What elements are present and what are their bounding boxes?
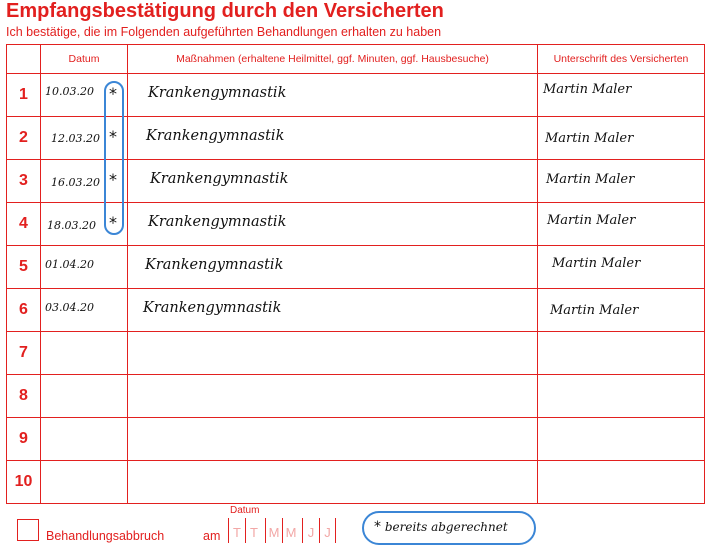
form-subtitle: Ich bestätige, die im Folgenden aufgeführten Behandlungen erhalten zu haben <box>6 25 442 39</box>
measure-cell[interactable] <box>128 117 538 160</box>
date-cell[interactable] <box>41 375 128 418</box>
signature-header: Unterschrift des Versicherten <box>538 45 705 74</box>
row-number: 2 <box>7 117 41 160</box>
row-number: 6 <box>7 289 41 332</box>
signature-cell[interactable] <box>538 289 705 332</box>
date-cell[interactable] <box>41 418 128 461</box>
signature-cell[interactable] <box>538 246 705 289</box>
measure-cell[interactable] <box>128 418 538 461</box>
signature-cell[interactable] <box>538 418 705 461</box>
date-cell[interactable] <box>41 461 128 504</box>
measures-header: Maßnahmen (erhaltene Heilmittel, ggf. Minuten, ggf. Hausbesuche) <box>128 45 538 74</box>
table-row <box>7 375 705 418</box>
signature-cell[interactable] <box>538 461 705 504</box>
signature-value: Martin Maler <box>547 213 636 228</box>
date-value: 10.03.20 <box>45 85 94 98</box>
date-digit-box[interactable]: M <box>282 518 299 543</box>
signature-value: Martin Maler <box>545 131 634 146</box>
form-title: Empfangsbestätigung durch den Versicherten <box>6 0 444 22</box>
asterisk-marker: * <box>109 170 117 189</box>
signature-cell[interactable] <box>538 375 705 418</box>
abbruch-label: Behandlungsabbruch <box>46 529 165 543</box>
table-row <box>7 461 705 504</box>
table-row <box>7 246 705 289</box>
date-digit-box[interactable]: T <box>228 518 245 543</box>
date-label: Datum <box>230 505 260 516</box>
number-header <box>7 45 41 74</box>
signature-value: Martin Maler <box>550 303 639 318</box>
measure-cell[interactable] <box>128 74 538 117</box>
measure-cell[interactable] <box>128 332 538 375</box>
measure-value: Krankengymnastik <box>146 128 285 144</box>
date-value: 16.03.20 <box>51 176 100 189</box>
date-input-boxes[interactable] <box>228 518 336 543</box>
measure-cell[interactable] <box>128 289 538 332</box>
row-number: 7 <box>7 332 41 375</box>
abbruch-checkbox[interactable] <box>17 519 39 541</box>
row-number: 1 <box>7 74 41 117</box>
row-number: 10 <box>7 461 41 504</box>
measure-value: Krankengymnastik <box>145 257 284 273</box>
highlight-bracket <box>104 81 124 235</box>
date-digit-box[interactable]: J <box>302 518 319 543</box>
row-number: 9 <box>7 418 41 461</box>
date-value: 12.03.20 <box>51 132 100 145</box>
date-cell[interactable] <box>41 332 128 375</box>
measure-cell[interactable] <box>128 375 538 418</box>
row-number: 5 <box>7 246 41 289</box>
note-text: bereits abgerechnet <box>384 520 508 534</box>
date-header: Datum <box>41 45 128 74</box>
date-cell[interactable] <box>41 246 128 289</box>
row-number: 8 <box>7 375 41 418</box>
measure-cell[interactable] <box>128 461 538 504</box>
table-row <box>7 418 705 461</box>
table-row <box>7 289 705 332</box>
date-cell[interactable] <box>41 289 128 332</box>
date-digit-box[interactable]: M <box>265 518 282 543</box>
signature-cell[interactable] <box>538 203 705 246</box>
signature-cell[interactable] <box>538 74 705 117</box>
date-value: 01.04.20 <box>45 258 94 271</box>
signature-value: Martin Maler <box>546 172 635 187</box>
table-row <box>7 332 705 375</box>
signature-value: Martin Maler <box>552 256 641 271</box>
date-digit-box[interactable]: T <box>245 518 262 543</box>
asterisk-marker: * <box>109 127 117 146</box>
measure-value: Krankengymnastik <box>143 300 282 316</box>
asterisk-marker: * <box>374 519 381 535</box>
already-billed-note <box>362 511 536 545</box>
row-number: 3 <box>7 160 41 203</box>
signature-cell[interactable] <box>538 117 705 160</box>
measure-value: Krankengymnastik <box>150 171 289 187</box>
table-header-row <box>7 45 705 74</box>
form-footer <box>0 500 709 560</box>
row-number: 4 <box>7 203 41 246</box>
date-digit-box[interactable]: J <box>319 518 336 543</box>
asterisk-marker: * <box>109 213 117 232</box>
measure-value: Krankengymnastik <box>148 85 287 101</box>
measure-cell[interactable] <box>128 160 538 203</box>
signature-cell[interactable] <box>538 160 705 203</box>
date-value: 03.04.20 <box>45 301 94 314</box>
measure-cell[interactable] <box>128 246 538 289</box>
date-value: 18.03.20 <box>47 219 96 232</box>
signature-cell[interactable] <box>538 332 705 375</box>
measure-cell[interactable] <box>128 203 538 246</box>
signature-value: Martin Maler <box>543 82 632 97</box>
asterisk-marker: * <box>109 84 117 103</box>
measure-value: Krankengymnastik <box>148 214 287 230</box>
am-label: am <box>203 529 221 543</box>
